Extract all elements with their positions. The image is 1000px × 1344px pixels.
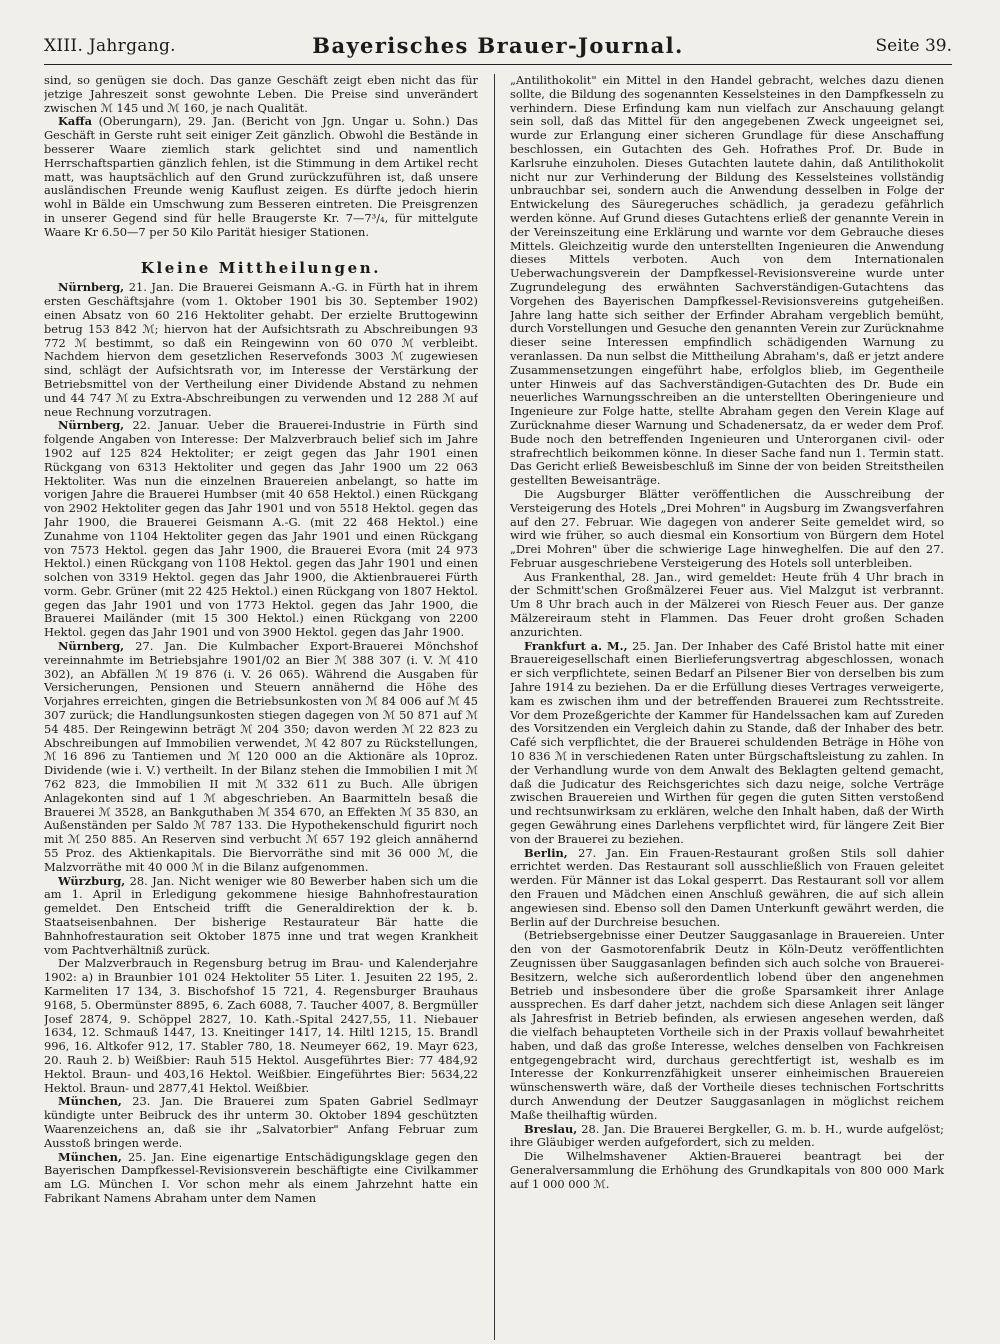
text-breslau: 28. Jan. Die Brauerei Bergkeller, G. m. b. H., wurde aufgelöst; ihre Gläubiger werden aufgefordert, sich zu melden.: [510, 1121, 944, 1150]
place-berlin: Berlin,: [524, 845, 568, 860]
column-divider: [494, 74, 495, 1340]
text-berlin: 27. Jan. Ein Frauen-Restaurant großen Stils soll dahier errichtet werden. Das Restaurant soll ausschließlich von Frauen geleitet werden. Für Männer ist das Lokal gesperrt. Das Restaurant soll vor allem den Frauen und Mädchen einen Anschluß gewähren, die auf sich allein angewiesen sind. Ebenso soll den Damen Unterkunft gewährt werden, die Berlin auf der Durchreise besuchen.: [510, 845, 944, 929]
text-nuernberg-2: 22. Januar. Ueber die Brauerei-Industrie in Fürth sind folgende Angaben von Interesse: Der Malzverbrauch belief sich im Jahre 1902 auf 125 824 Hektoliter; er zeigt gegen das Jahr 1901 einen Rückgang von 6313 Hektoliter und gegen das Jahr 1900 um 22 063 Hektoliter. Was nun die einzelnen Brauereien anbelangt, so hatte im vorigen Jahre die Brauerei Humbser (mit 40 658 Hektol.) einen Rückgang von 2902 Hektoliter gegen das Jahr 1901 und von 5518 Hektol. gegen das Jahr 1900, die Brauerei Geismann A.-G. (mit 22 468 Hektol.) eine Zunahme von 1104 Hektoliter gegen das Jahr 1901 und einen Rückgang von 7573 Hektol. gegen das Jahr 1900, die Brauerei Evora (mit 24 973 Hektol.) einen Rückgang von 1108 Hektol. gegen das Jahr 1901 und einen solchen von 3319 Hektol. gegen das Jahr 1900, die Aktienbrauerei Fürth vorm. Gebr. Grüner (mit 22 425 Hektol.) einen Rückgang von 1807 Hektol. gegen das Jahr 1901 und von 1773 Hektol. gegen das Jahr 1900, die Brauerei Mailänder (mit 15 300 Hektol.) einen Rückgang von 2200 Hektol. gegen das Jahr 1901 und von 3900 Hektol. gegen das Jahr 1900.: [44, 418, 478, 640]
paragraph-frankfurt: [510, 640, 944, 847]
header-rule: [44, 64, 952, 65]
place-muenchen-1: München,: [58, 1094, 122, 1109]
paragraph-nuernberg-1: [44, 281, 478, 419]
place-breslau: Breslau,: [524, 1121, 578, 1136]
page-number: Seite 39.: [875, 36, 952, 56]
place-frankfurt: Frankfurt a. M.,: [524, 638, 628, 653]
place-nuernberg-1: Nürnberg,: [58, 280, 125, 295]
page-header: [44, 30, 952, 64]
paragraph-wuerzburg: [44, 875, 478, 958]
text-muenchen-1: 23. Jan. Die Brauerei zum Spaten Gabriel Sedlmayr kündigte unter Beibruck des ihr unterm 30. Oktober 1894 geschützten Waarenzeichens an, daß sie ihr „Salvatorbier" Anfang Februar zum Ausstoß bringen werde.: [44, 1094, 478, 1150]
paragraph-deutz: (Betriebsergebnisse einer Deutzer Sauggasanlage in Brauereien. Unter den von der Gasmotorenfabrik Deutz in Köln-Deutz veröffentlichten Zeugnissen über Sauggasanlagen befinden sich auch solche von Brauerei-Besitzern, welche sich außerordentlich lobend über den angenehmen Betrieb und insbesondere über die große Sparsamkeit ihrer Anlage aussprechen. Es darf daher jetzt, nachdem sich diese Anlagen seit länger als Jahresfrist in Betrieb befinden, als erwiesen angesehen werden, daß die vielfach behaupteten Vortheile sich in der Praxis vollauf bewahrheitet haben, und daß das große Interesse, welches denselben von Fachkreisen entgegengebracht wird, durchaus gerechtfertigt ist, weshalb es im Interesse der Konkurrenzfähigkeit unserer einheimischen Brauereien wünschenswerth wäre, daß der Vortheile dieses technischen Fortschritts durch Anwendung der Deutzer Sauggasanlagen in möglichst reichem Maße theilhaftig würden.: [510, 928, 944, 1122]
place-kaffa: Kaffa: [58, 114, 93, 129]
article-columns: [44, 74, 952, 1340]
place-wuerzburg: Würzburg,: [58, 873, 126, 888]
journal-title: Bayerisches Brauer-Journal.: [312, 33, 684, 58]
paragraph-wilhelmshaven: Die Wilhelmshavener Aktien-Brauerei beantragt bei der Generalversammlung die Erhöhung des Grundkapitals von 800 000 Mark auf 1 000 000 ℳ.: [510, 1149, 944, 1191]
paragraph-muenchen-1: [44, 1095, 478, 1150]
paragraph-berlin: [510, 847, 944, 930]
paragraph-nuernberg-2: [44, 419, 478, 640]
paragraph-breslau: [510, 1123, 944, 1151]
paragraph-antilithokolit: „Antilithokolit" ein Mittel in den Handel gebracht, welches dazu dienen sollte, die Bildung des sogenannten Kesselsteines in den Dampfkesseln zu verhindern. Diese Erfindung kam nun vielfach zur Anschauung gelangt sein soll, daß das Mittel für den angegebenen Zweck ungeeignet sei, wurde zur Erlangung einer sicheren Grundlage für diese Anschaffung beschlossen, ein Gutachten des Geh. Hofrathes Prof. Dr. Bude in Karlsruhe einzuholen. Dieses Gutachten lautete dahin, daß Antilithokolit nicht nur zur Verhinderung der Bildung des Kesselsteines vollständig unbrauchbar sei, sondern auch die Anwendung desselben in Folge der Entwickelung des Säuregeruches schädlich, ja geradezu gefährlich werden könne. Auf Grund dieses Gutachtens erließ der genannte Verein in der Vereinszeitung eine Erklärung und warnte vor dem Gebrauche dieses Mittels. Gleichzeitig wurde den unterstellten Ingenieuren die Anwendung dieses Mittels verboten. Auch von dem Internationalen Ueberwachungsverein der Dampfkessel-Revisionsvereine wurde unter Zugrundelegung des erwähnten Sachverständigen-Gutachtens das Vorgehen des Bayerischen Dampfkessel-Revisionsvereins gutgeheißen. Jahre lang hatte sich seither der Erfinder Abraham vergeblich bemüht, durch Vorstellungen und Gesuche den genannten Verein zur Zurücknahme dieser seine Interessen empfindlich schädigenden Warnung zu veranlassen. Da nun selbst die Mittheilung Abraham's, daß er jetzt andere Zusammensetzungen eingeführt habe, erfolglos blieb, im Gegentheile unter Hinweis auf das Sachverständigen-Gutachten des Dr. Bude ein neuerliches Warnungsschreiben an die unterstellten Oberingenieure und Ingenieure zur Folge hatte, stellte Abraham gegen den Verein Klage auf Zurücknahme dieser Warnung und Schadenersatz, da er weder dem Prof. Bude noch den betreffenden Ingenieuren und Unterorganen civil- oder strafrechtlich beikommen könne. In dieser Sache fand nun 1. Termin statt. Das Gericht erließ Beweisbeschluß im Sinne der von beiden Streitstheilen gestellten Beweisanträge.: [510, 74, 944, 488]
text-wuerzburg: 28. Jan. Nicht weniger wie 80 Bewerber haben sich um die am 1. April in Erledigung gekommene hiesige Bahnhofrestauration gemeldet. Den Entscheid trifft die Generaldirektion der k. b. Staatseisenbahnen. Der bisherige Restaurateur Bär hatte die Bahnhofrestauration seit Oktober 1875 inne und trat wegen Krankheit vom Pachtverhältniß zurück.: [44, 873, 478, 957]
paragraph-malzverbrauch: Der Malzverbrauch in Regensburg betrug im Brau- und Kalenderjahre 1902: a) in Braunbier 101 024 Hektoliter 55 Liter. 1. Jesuiten 22 195, 2. Karmeliten 17 134, 3. Bischofshof 15 721, 4. Regensburger Brauhaus 9168, 5. Obermünster 8895, 6. Zach 6088, 7. Taucher 4007, 8. Bergmüller Josef 2874, 9. Schöppel 2827, 10. Kath.-Spital 2427,55, 11. Niebauer 1634, 12. Schmauß 1447, 13. Kneitinger 1417, 14. Hiltl 1215, 15. Brandl 996, 16. Altkofer 912, 17. Stabler 780, 18. Neumeyer 662, 19. Mayr 623, 20. Rauh 2. b) Weißbier: Rauh 515 Hektol. Ausgeführtes Bier: 77 484,92 Hektol. Braun- und 403,16 Hektol. Weißbier. Eingeführtes Bier: 5634,22 Hektol. Braun- und 2877,41 Hektol. Weißbier.: [44, 956, 478, 1095]
paragraph-augsburg: Die Augsburger Blätter veröffentlichen die Ausschreibung der Versteigerung des Hotels „Drei Mohren" in Augsburg im Zwangsverfahren auf den 27. Februar. Wie dagegen von anderer Seite gemeldet wird, so wird wie früher, so auch diesmal ein Konsortium von Bürgern dem Hotel „Drei Mohren" über die schwierige Lage hinweghelfen. Die auf den 27. Februar ausgeschriebene Versteigerung des Hotels soll unterbleiben.: [510, 486, 944, 570]
paragraph-intro: sind, so genügen sie doch. Das ganze Geschäft zeigt eben nicht das für jetzige Jahreszeit sonst gewohnte Leben. Die Preise sind unverändert zwischen ℳ 145 und ℳ 160, je nach Qualität.: [44, 74, 478, 115]
paragraph-kaffa: [44, 115, 478, 239]
right-column: [510, 74, 944, 1340]
paragraph-frankenthal: Aus Frankenthal, 28. Jan., wird gemeldet: Heute früh 4 Uhr brach in der Schmitt'schen Großmälzerei Feuer aus. Viel Malzgut ist verbrannt. Um 8 Uhr brach auch in der Mälzerei von Riesch Feuer aus. Der ganze Mälzereiraum steht in Flammen. Das Feuer droht großen Schaden anzurichten.: [510, 569, 944, 639]
place-nuernberg-2: Nürnberg,: [58, 418, 125, 433]
place-nuernberg-3: Nürnberg,: [58, 639, 125, 654]
section-heading: Kleine Mittheilungen.: [140, 258, 382, 277]
text-nuernberg-1: 21. Jan. Die Brauerei Geismann A.-G. in Fürth hat in ihrem ersten Geschäftsjahre (vom 1. Oktober 1901 bis 30. September 1902) einen Absatz von 60 216 Hektoliter gehabt. Der erzielte Bruttogewinn betrug 153 842 ℳ; hiervon hat der Aufsichtsrath zu Abschreibungen 93 772 ℳ bestimmt, so daß ein Reingewinn von 60 070 ℳ verbleibt. Nachdem hiervon dem gesetzlichen Reservefonds 3003 ℳ zugewiesen sind, schlägt der Aufsichtsrath vor, im Interesse der Verstärkung der Betriebsmittel von der Vertheilung einer Dividende Abstand zu nehmen und 44 747 ℳ zu Extra-Abschreibungen zu verwenden und 12 288 ℳ auf neue Rechnung vorzutragen.: [44, 280, 478, 419]
volume-label: XIII. Jahrgang.: [44, 36, 176, 56]
text-frankfurt: 25. Jan. Der Inhaber des Café Bristol hatte mit einer Brauereigesellschaft einen Bierlieferungsvertrag abgeschlossen, wonach er sich verpflichtete, seinen Bedarf an Pilsener Bier von derselben bis zum Jahre 1914 zu beziehen. Da er die Erfüllung dieses Vertrages verweigerte, kam es zwischen ihm und der betreffenden Brauerei zum Rechtsstreite. Vor dem Prozeßgerichte der Kammer für Handelssachen kam auf Zureden des Vorsitzenden ein Vergleich dahin zu Stande, daß der Inhaber des betr. Café sich verpflichtet, die der Brauerei schuldenden Beträge in Höhe von 10 836 ℳ in verschiedenen Raten unter Bürgschaftsleistung zu zahlen. In der Verhandlung wurde von dem Anwalt des Beklagten geltend gemacht, daß die Judicatur des Reichsgerichtes sich dazu neige, solche Verträge zwischen Brauereien und Wirthen für gegen die guten Sitten verstoßend und rechtsunwirksam zu erklären, welche den Inhalt haben, daß der Wirth gegen Gewährung eines Darlehens verpflichtet wird, für längere Zeit Bier von der Brauerei zu beziehen.: [510, 638, 944, 846]
paragraph-nuernberg-3: [44, 640, 478, 875]
text-kaffa: (Oberungarn), 29. Jan. (Bericht von Jgn. Ungar u. Sohn.) Das Geschäft in Gerste ruht seit einiger Zeit gänzlich. Obwohl die Bestände in besserer Waare ziemlich stark gelichtet sind und namentlich Herrschaftspartien gänzlich fehlen, ist die Stimmung in dem Artikel recht matt, was hauptsächlich auf den Grund zurückzuführen ist, daß unsere ausländischen Freunde wenig Kauflust zeigen. Es dürfte jedoch hierin wohl in Bälde ein Umschwung zum Besseren eintreten. Die Preisgrenzen in unserer Gegend sind für helle Braugerste Kr. 7—7³/₄, für mittelgute Waare Kr 6.50—7 per 50 Kilo Parität hiesiger Stationen.: [44, 114, 478, 239]
text-nuernberg-3: 27. Jan. Die Kulmbacher Export-Brauerei Mönchshof vereinnahmte im Betriebsjahre 1901/02 an Bier ℳ 388 307 (i. V. ℳ 410 302), an Abfällen ℳ 19 876 (i. V. 26 065). Während die Ausgaben für Versicherungen, Pensionen und Steuern annähernd die Höhe des Vorjahres erreichten, gingen die Betriebsunkosten von ℳ 84 006 auf ℳ 45 307 zurück; die Handlungsunkosten stiegen dagegen von ℳ 50 871 auf ℳ 54 485. Der Reingewinn beträgt ℳ 204 350; davon werden ℳ 22 823 zu Abschreibungen auf Immobilien verwendet, ℳ 42 807 zu Rückstellungen, ℳ 16 896 zu Tantiemen und ℳ 120 000 an die Aktionäre als 10proz. Dividende (wie i. V.) vertheilt. In der Bilanz stehen die Immobilien I mit ℳ 762 823, die Immobilien II mit ℳ 332 611 zu Buch. Alle übrigen Anlagekonten sind auf 1 ℳ abgeschrieben. An Baarmitteln besaß die Brauerei ℳ 3528, an Bankguthaben ℳ 354 670, an Effekten ℳ 35 830, an Außenständen per Saldo ℳ 787 133. Die Hypothekenschuld figurirt noch mit ℳ 250 885. An Reserven sind verbucht ℳ 657 192 gleich annähernd 55 Proz. des Aktienkapitals. Die Biervorräthe sind mit 36 000 ℳ, die Malzvorräthe mit 40 000 ℳ in die Bilanz aufgenommen.: [44, 639, 478, 874]
place-muenchen-2: München,: [58, 1149, 122, 1164]
paragraph-muenchen-2: [44, 1151, 478, 1206]
text-muenchen-2: 25. Jan. Eine eigenartige Entschädigungsklage gegen den Bayerischen Dampfkessel-Revisionsverein beschäftigte eine Civilkammer am LG. München I. Vor schon mehr als einem Jahrzehnt hatte ein Fabrikant Namens Abraham unter dem Namen: [44, 1149, 478, 1205]
left-column: [44, 74, 478, 1340]
